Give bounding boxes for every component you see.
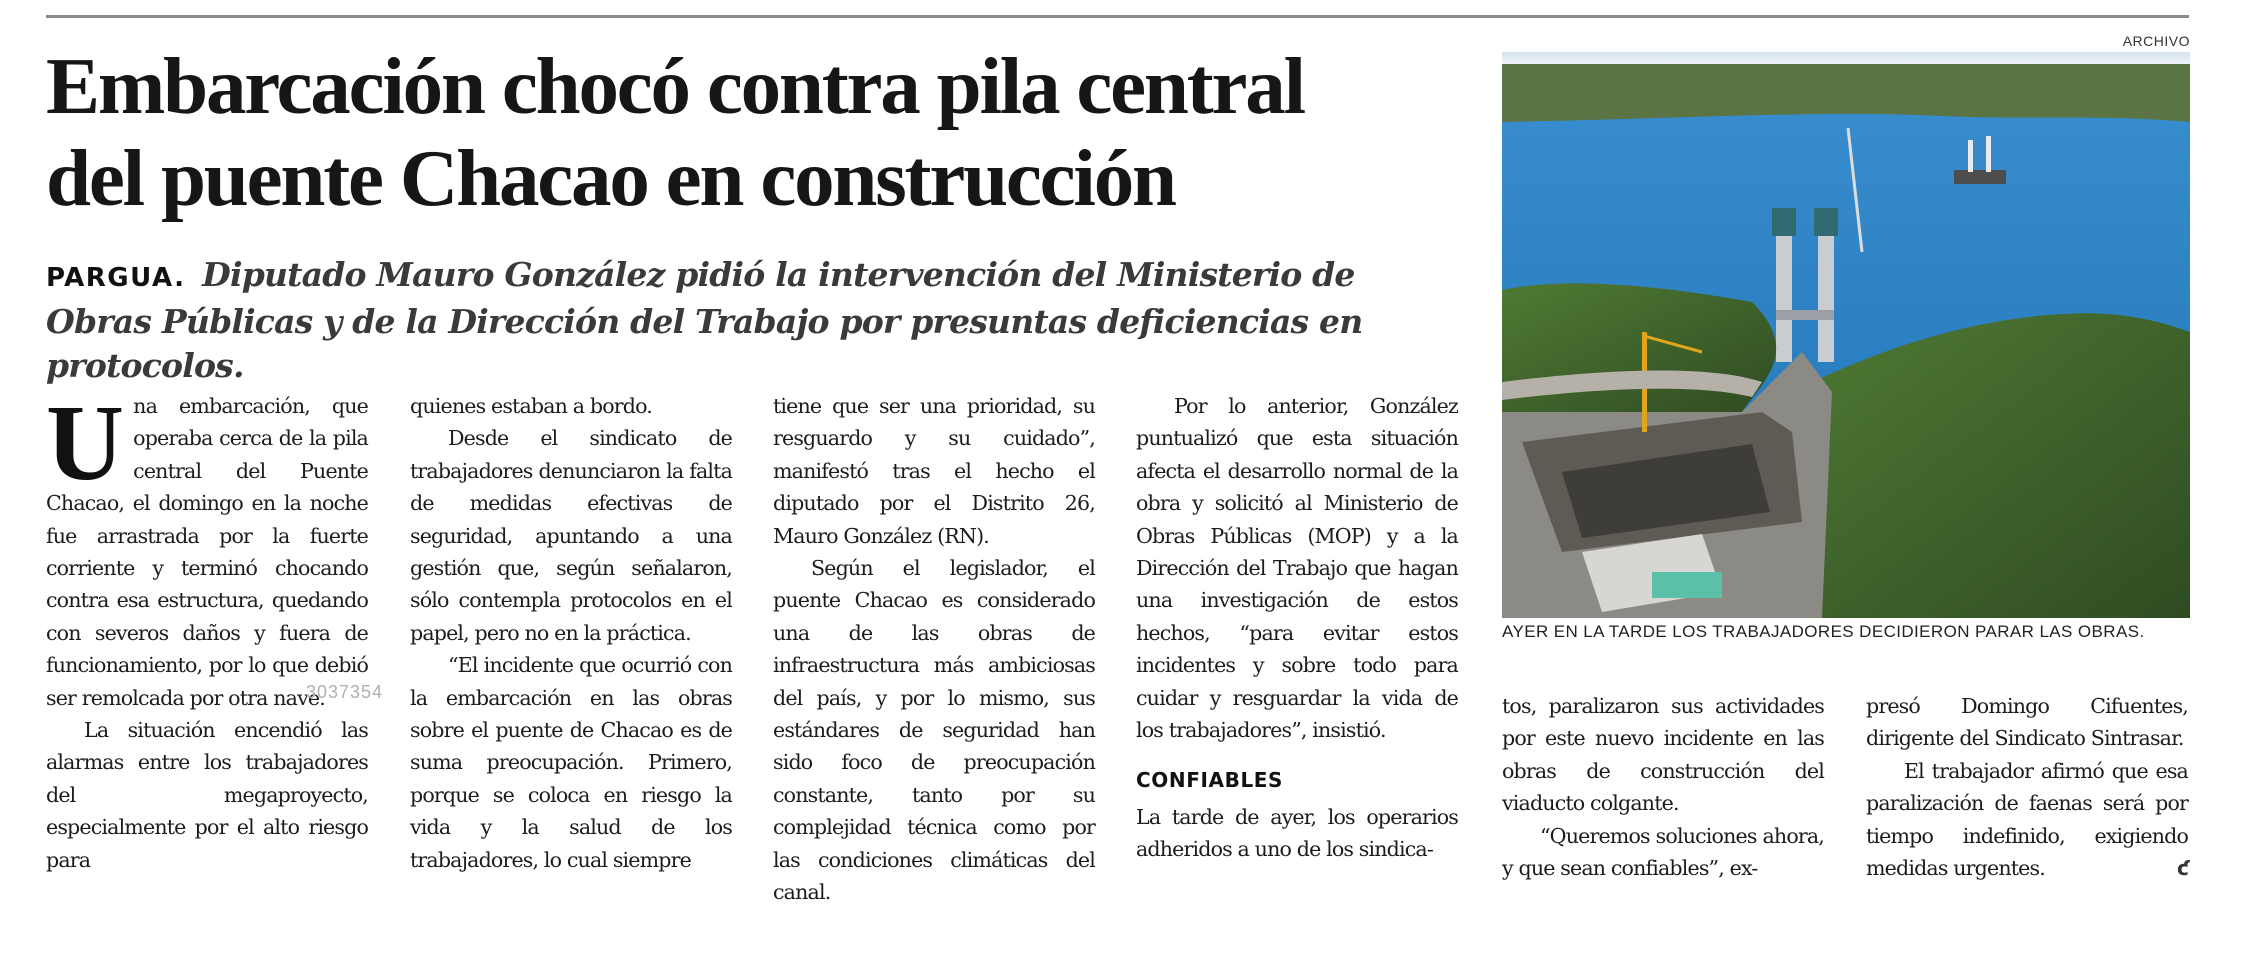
photo-credit: ARCHIVO <box>2122 33 2190 49</box>
article-column-1 <box>46 384 368 876</box>
top-rule <box>46 15 2189 18</box>
dateline-kicker: PARGUA. <box>46 263 186 293</box>
far-shore <box>1502 64 2190 122</box>
photo-caption: AYER EN LA TARDE LOS TRABAJADORES DECIDIERON PARAR LAS OBRAS. <box>1502 622 2145 641</box>
article-paragraph: “Queremos soluciones ahora, y que sean confiables”, ex- <box>1502 823 1824 881</box>
article-paragraph: quienes estaban a bordo. <box>410 394 652 418</box>
headline <box>46 40 1466 224</box>
article-paragraph: tiene que ser una prioridad, su resguardo y su cuidado”, manifestó tras el hecho el diputado por el Distrito 26, Mauro González (RN). <box>773 394 1095 548</box>
sky <box>1502 52 2190 64</box>
article-paragraph: Una embarcación, que operaba cerca de la pila central del Puente Chacao, el domingo en la noche fue arrastrada por la fuerte corriente y terminó chocando contra esa estructura, quedando con severos daños y fuera de funcionamiento, por lo que debió ser remolcada por otra nave. <box>46 384 368 710</box>
article-paragraph: Por lo anterior, González puntualizó que esta situación afecta el desarrollo normal de la obra y solicitó al Ministerio de Obras Públicas (MOP) y a la Dirección del Trabajo que hagan una investigación de estos hechos, “para evitar estos incidentes y sobre todo para cuidar y resguardar la vida de los trabajadores”, insistió. <box>1136 394 1458 743</box>
article-paragraph: La tarde de ayer, los operarios adheridos a uno de los sindica- <box>1136 804 1458 862</box>
headline-line-2: del puente Chacao en construcción <box>46 133 1175 223</box>
headline-line-1: Embarcación chocó contra pila central <box>46 41 1304 131</box>
article-paragraph: Desde el sindicato de trabajadores denunciaron la falta de medidas efectivas de seguridad, apuntando a una gestión que, según señalaron, sólo contempla protocolos en el papel, pero no en la práctica. <box>410 426 732 645</box>
subhead-text: Diputado Mauro González pidió la intervención del Ministerio de Obras Públicas y de la Dirección del Trabajo por presuntas deficiencias en protocolos. <box>46 255 1363 385</box>
bridge-construction-photo <box>1502 52 2190 618</box>
article-paragraph: presó Domingo Cifuentes, dirigente del Sindicato Sintrasar. <box>1866 694 2188 751</box>
article-column-5 <box>1502 690 1824 884</box>
article-paragraph: tos, paralizaron sus actividades por este nuevo incidente en las obras de construcción del viaducto colgante. <box>1502 694 1824 816</box>
article-paragraph: Según el legislador, el puente Chacao es considerado una de las obras de infraestructura más ambiciosas del país, y por lo mismo, sus estándares de seguridad han sido foco de preocupación constante, tanto por su complejidad técnica como por las condiciones climáticas del canal. <box>773 556 1095 905</box>
article-column-2 <box>410 390 732 876</box>
article-column-6 <box>1866 690 2188 884</box>
article-column-3 <box>773 390 1095 909</box>
section-heading: CONFIABLES <box>1136 768 1284 793</box>
archive-stamp: 3037354 <box>306 682 384 702</box>
article-paragraph <box>1866 755 2188 885</box>
article-paragraph-text: El trabajador afirmó que esa paralización de faenas será por tiempo indefinido, exigiendo medidas urgentes. <box>1866 758 2188 881</box>
cs-end-mark-icon: ƈ <box>2176 856 2188 881</box>
article-paragraph: “El incidente que ocurrió con la embarcación en las obras sobre el puente de Chacao es de suma preocupación. Primero, porque se coloca en riesgo la vida y la salud de los trabajadores, lo cual siempre <box>410 653 732 872</box>
article-column-4 <box>1136 390 1458 866</box>
article-paragraph: La situación encendió las alarmas entre los trabajadores del megaproyecto, especialmente por el alto riesgo para <box>46 718 368 872</box>
subhead <box>46 253 1466 388</box>
